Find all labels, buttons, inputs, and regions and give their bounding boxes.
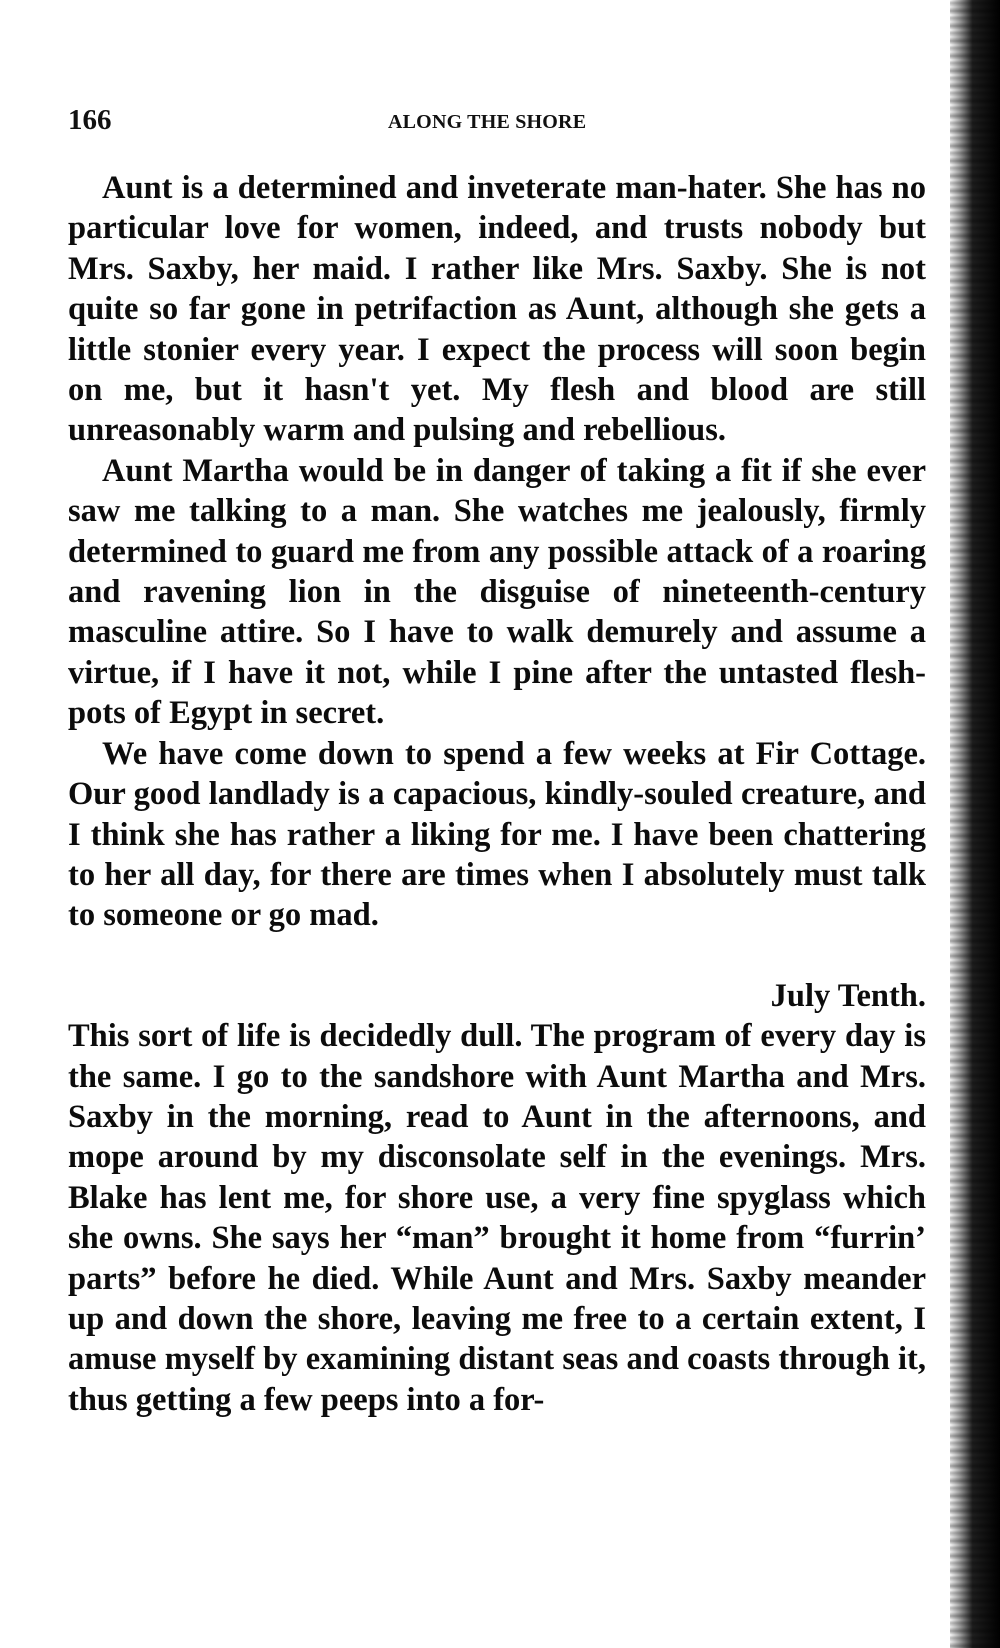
paragraph: Aunt Martha would be in danger of taking a fit if she ever saw me talking to a man. She watches me jealously, firmly determined to guard me from any possible attack of a roaring and ravening lion in the disguise of nineteenth-century masculine attire. So I have to walk demurely and assume a virtue, if I have it not, while I pine after the untasted flesh-pots of Egypt in secret. — [68, 452, 926, 732]
running-head: ALONG THE SHORE — [388, 111, 587, 133]
page-header — [68, 104, 928, 144]
page-edge-shadow — [950, 0, 1000, 1648]
body-text — [68, 168, 926, 1420]
journal-entry-date: July Tenth. — [770, 977, 926, 1014]
paragraph: Aunt is a determined and inveterate man-hater. She has no particular love for women, indeed, and trusts nobody but Mrs. Saxby, her maid. I rather like Mrs. Saxby. She is not quite so far gone in petrifaction as Aunt, although she gets a little stonier every year. I expect the process will soon begin on me, but it hasn't yet. My flesh and blood are still unreasonably warm and pulsing and rebellious. — [68, 170, 926, 449]
page-number: 166 — [68, 104, 112, 136]
paragraph: We have come down to spend a few weeks at Fir Cottage. Our good landlady is a capacious, kindly-souled creature, and I think she has rather a liking for me. I have been chattering to her all day, for there are times when I absolutely must talk to someone or go mad. — [68, 735, 926, 934]
paragraph: This sort of life is decidedly dull. The program of every day is the same. I go to the sandshore with Aunt Martha and Mrs. Saxby in the morning, read to Aunt in the afternoons, and mope around by my disconsolate self in the evenings. Mrs. Blake has lent me, for shore use, a very fine spyglass which she owns. She says her “man” brought it home from “furrin’ parts” before he died. While Aunt and Mrs. Saxby meander up and down the shore, leaving me free to a certain extent, I amuse myself by examining distant seas and coasts through it, thus getting a few peeps into a for- — [68, 1018, 926, 1418]
